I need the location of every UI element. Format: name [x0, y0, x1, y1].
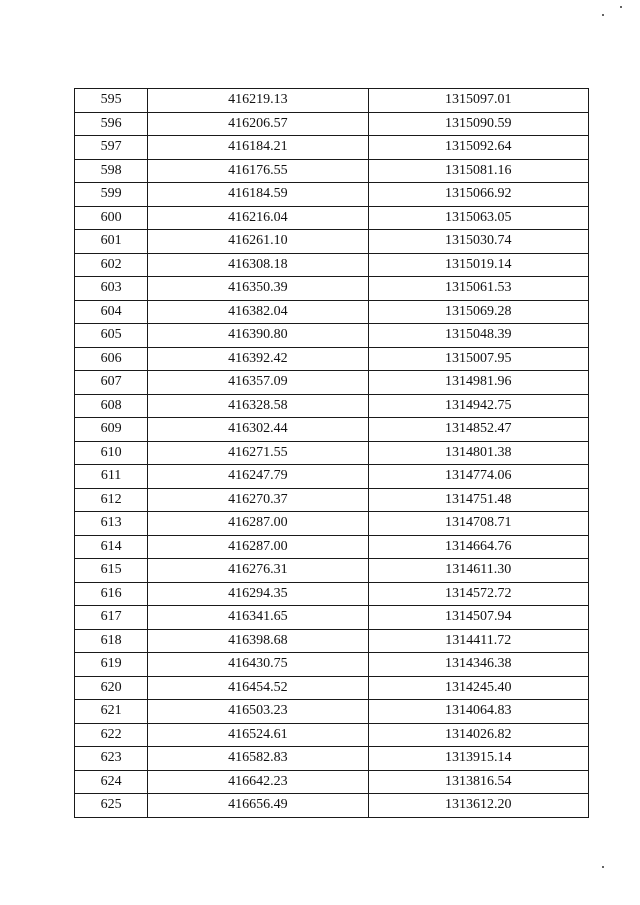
scan-speck: [602, 14, 604, 16]
table-row: [75, 512, 589, 536]
x-coordinate-cell: 416341.65: [148, 606, 368, 630]
x-coordinate-cell: 416271.55: [148, 441, 368, 465]
x-coordinate-cell: 416350.39: [148, 277, 368, 301]
table-row: [75, 324, 589, 348]
table-row: [75, 89, 589, 113]
y-coordinate-cell: 1314664.76: [368, 535, 588, 559]
point-number-cell: 619: [75, 653, 148, 677]
point-number-cell: 599: [75, 183, 148, 207]
x-coordinate-cell: 416328.58: [148, 394, 368, 418]
point-number-cell: 601: [75, 230, 148, 254]
point-number-cell: 613: [75, 512, 148, 536]
point-number-cell: 618: [75, 629, 148, 653]
table-row: [75, 794, 589, 818]
y-coordinate-cell: 1315081.16: [368, 159, 588, 183]
table-row: [75, 277, 589, 301]
point-number-cell: 603: [75, 277, 148, 301]
table-row: [75, 159, 589, 183]
y-coordinate-cell: 1315019.14: [368, 253, 588, 277]
scan-speck: [602, 866, 604, 868]
table-row: [75, 347, 589, 371]
x-coordinate-cell: 416287.00: [148, 535, 368, 559]
table-row: [75, 253, 589, 277]
y-coordinate-cell: 1314507.94: [368, 606, 588, 630]
y-coordinate-cell: 1314064.83: [368, 700, 588, 724]
x-coordinate-cell: 416390.80: [148, 324, 368, 348]
x-coordinate-cell: 416642.23: [148, 770, 368, 794]
y-coordinate-cell: 1313915.14: [368, 747, 588, 771]
table-row: [75, 300, 589, 324]
y-coordinate-cell: 1315069.28: [368, 300, 588, 324]
point-number-cell: 605: [75, 324, 148, 348]
x-coordinate-cell: 416287.00: [148, 512, 368, 536]
x-coordinate-cell: 416219.13: [148, 89, 368, 113]
x-coordinate-cell: 416206.57: [148, 112, 368, 136]
x-coordinate-cell: 416398.68: [148, 629, 368, 653]
y-coordinate-cell: 1315066.92: [368, 183, 588, 207]
point-number-cell: 611: [75, 465, 148, 489]
y-coordinate-cell: 1315063.05: [368, 206, 588, 230]
point-number-cell: 623: [75, 747, 148, 771]
table-row: [75, 488, 589, 512]
y-coordinate-cell: 1315007.95: [368, 347, 588, 371]
table-row: [75, 559, 589, 583]
y-coordinate-cell: 1315030.74: [368, 230, 588, 254]
table-row: [75, 441, 589, 465]
point-number-cell: 598: [75, 159, 148, 183]
table-row: [75, 394, 589, 418]
point-number-cell: 600: [75, 206, 148, 230]
coordinate-table-body: [75, 89, 589, 818]
y-coordinate-cell: 1313612.20: [368, 794, 588, 818]
table-row: [75, 371, 589, 395]
x-coordinate-cell: 416392.42: [148, 347, 368, 371]
point-number-cell: 616: [75, 582, 148, 606]
y-coordinate-cell: 1314774.06: [368, 465, 588, 489]
x-coordinate-cell: 416216.04: [148, 206, 368, 230]
x-coordinate-cell: 416430.75: [148, 653, 368, 677]
y-coordinate-cell: 1314981.96: [368, 371, 588, 395]
x-coordinate-cell: 416582.83: [148, 747, 368, 771]
table-row: [75, 747, 589, 771]
point-number-cell: 606: [75, 347, 148, 371]
x-coordinate-cell: 416184.59: [148, 183, 368, 207]
x-coordinate-cell: 416454.52: [148, 676, 368, 700]
point-number-cell: 617: [75, 606, 148, 630]
x-coordinate-cell: 416308.18: [148, 253, 368, 277]
point-number-cell: 602: [75, 253, 148, 277]
point-number-cell: 595: [75, 89, 148, 113]
y-coordinate-cell: 1314572.72: [368, 582, 588, 606]
y-coordinate-cell: 1314026.82: [368, 723, 588, 747]
point-number-cell: 610: [75, 441, 148, 465]
y-coordinate-cell: 1314852.47: [368, 418, 588, 442]
x-coordinate-cell: 416524.61: [148, 723, 368, 747]
x-coordinate-cell: 416176.55: [148, 159, 368, 183]
y-coordinate-cell: 1315090.59: [368, 112, 588, 136]
point-number-cell: 612: [75, 488, 148, 512]
point-number-cell: 597: [75, 136, 148, 160]
table-row: [75, 206, 589, 230]
table-row: [75, 723, 589, 747]
point-number-cell: 596: [75, 112, 148, 136]
x-coordinate-cell: 416270.37: [148, 488, 368, 512]
table-row: [75, 606, 589, 630]
y-coordinate-cell: 1315061.53: [368, 277, 588, 301]
point-number-cell: 615: [75, 559, 148, 583]
y-coordinate-cell: 1314245.40: [368, 676, 588, 700]
y-coordinate-cell: 1314942.75: [368, 394, 588, 418]
table-row: [75, 230, 589, 254]
point-number-cell: 624: [75, 770, 148, 794]
table-row: [75, 418, 589, 442]
table-row: [75, 653, 589, 677]
y-coordinate-cell: 1314411.72: [368, 629, 588, 653]
table-row: [75, 700, 589, 724]
point-number-cell: 608: [75, 394, 148, 418]
x-coordinate-cell: 416357.09: [148, 371, 368, 395]
table-row: [75, 629, 589, 653]
coordinate-table: [74, 88, 589, 818]
point-number-cell: 604: [75, 300, 148, 324]
point-number-cell: 609: [75, 418, 148, 442]
table-row: [75, 183, 589, 207]
x-coordinate-cell: 416247.79: [148, 465, 368, 489]
x-coordinate-cell: 416184.21: [148, 136, 368, 160]
point-number-cell: 614: [75, 535, 148, 559]
x-coordinate-cell: 416656.49: [148, 794, 368, 818]
y-coordinate-cell: 1314611.30: [368, 559, 588, 583]
table-row: [75, 770, 589, 794]
point-number-cell: 621: [75, 700, 148, 724]
table-row: [75, 465, 589, 489]
point-number-cell: 625: [75, 794, 148, 818]
y-coordinate-cell: 1314708.71: [368, 512, 588, 536]
table-row: [75, 136, 589, 160]
scan-speck: [620, 6, 622, 8]
table-row: [75, 676, 589, 700]
y-coordinate-cell: 1314346.38: [368, 653, 588, 677]
x-coordinate-cell: 416503.23: [148, 700, 368, 724]
y-coordinate-cell: 1314751.48: [368, 488, 588, 512]
x-coordinate-cell: 416302.44: [148, 418, 368, 442]
x-coordinate-cell: 416276.31: [148, 559, 368, 583]
table-row: [75, 582, 589, 606]
y-coordinate-cell: 1314801.38: [368, 441, 588, 465]
table-row: [75, 535, 589, 559]
y-coordinate-cell: 1315048.39: [368, 324, 588, 348]
x-coordinate-cell: 416294.35: [148, 582, 368, 606]
y-coordinate-cell: 1313816.54: [368, 770, 588, 794]
y-coordinate-cell: 1315092.64: [368, 136, 588, 160]
point-number-cell: 607: [75, 371, 148, 395]
x-coordinate-cell: 416382.04: [148, 300, 368, 324]
x-coordinate-cell: 416261.10: [148, 230, 368, 254]
y-coordinate-cell: 1315097.01: [368, 89, 588, 113]
point-number-cell: 622: [75, 723, 148, 747]
point-number-cell: 620: [75, 676, 148, 700]
table-row: [75, 112, 589, 136]
